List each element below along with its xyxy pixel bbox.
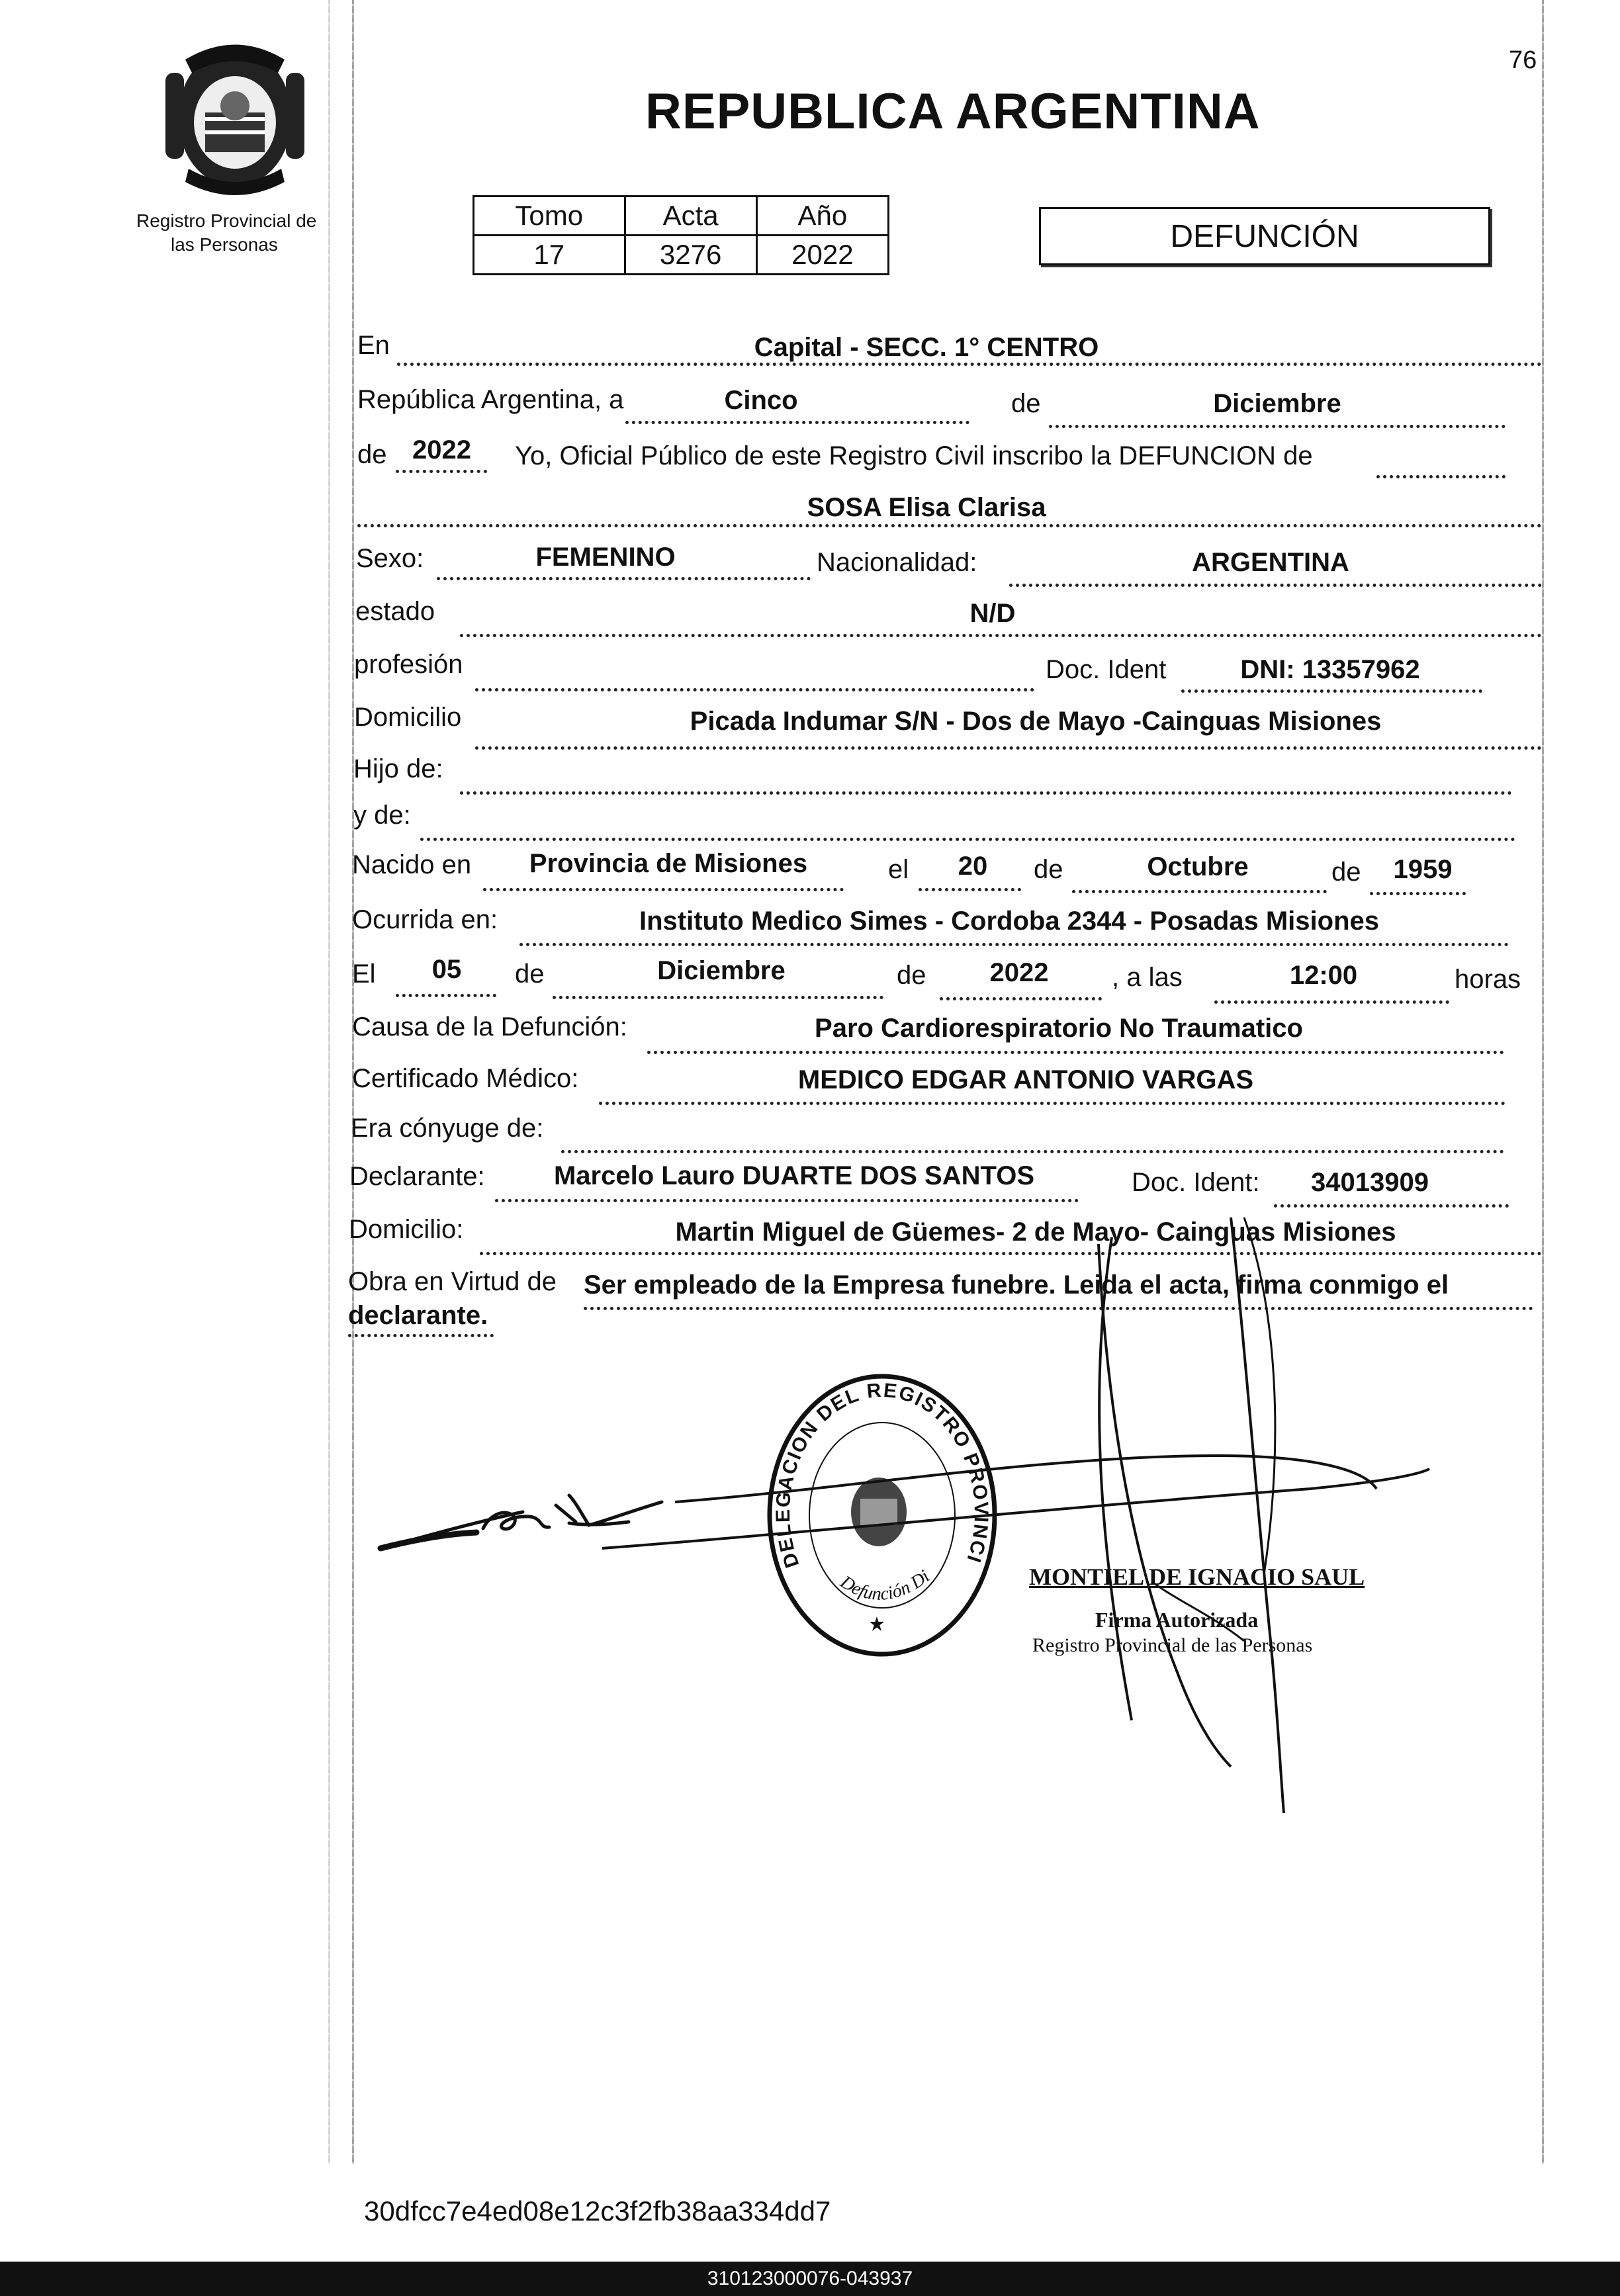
obra-value-continued: declarante. (348, 1301, 488, 1330)
nacido-value: Provincia de Misiones (529, 849, 808, 878)
certificado-label: Certificado Médico: (352, 1064, 579, 1093)
registry-name-line2: las Personas (171, 234, 278, 255)
official-signature (582, 1178, 1509, 1826)
hijo-label: Hijo de: (353, 754, 443, 783)
obra-label: Obra en Virtud de (348, 1267, 557, 1296)
conyuge-line (561, 1150, 1504, 1153)
decl-doc-label: Doc. Ident: (1132, 1168, 1260, 1197)
profesion-label: profesión (354, 650, 463, 679)
birth-de-label-1: de (1034, 855, 1063, 884)
en-line (397, 363, 1542, 366)
acta-value: 3276 (625, 236, 756, 275)
nacionalidad-label: Nacionalidad: (817, 548, 977, 577)
official-stamp-line2: Registro Provincial de las Personas (1032, 1634, 1313, 1656)
declarante-value: Marcelo Lauro DUARTE DOS SANTOS (553, 1161, 1035, 1190)
document-title: REPUBLICA ARGENTINA (645, 83, 1261, 140)
official-name-stamp: MONTIEL DE IGNACIO SAUL (1029, 1564, 1365, 1590)
death-de-label-1: de (515, 959, 545, 989)
el-label: el (888, 855, 909, 884)
sexo-line (437, 577, 811, 580)
decl-doc-value: 34013909 (1311, 1168, 1429, 1197)
document-type-box: DEFUNCIÓN (1039, 207, 1490, 265)
doc-ident-line (1181, 689, 1482, 693)
barcode-footer-bar (0, 2262, 1620, 2296)
republica-label: República Argentina, a (357, 385, 624, 414)
acta-header: Acta (625, 197, 756, 236)
death-day-line (396, 994, 496, 997)
year-prefix-label: de (357, 440, 387, 469)
ocurrida-line (519, 943, 1509, 946)
doc-ident-label: Doc. Ident (1046, 655, 1167, 684)
estado-line (460, 634, 1542, 637)
estado-label: estado (355, 597, 435, 626)
domicilio-label: Domicilio (354, 703, 462, 732)
birth-year-value: 1959 (1393, 855, 1453, 884)
tomo-header: Tomo (474, 197, 625, 236)
provincia-misiones-logo (159, 33, 311, 199)
birth-day-line (919, 888, 1021, 891)
obra-line-2 (348, 1334, 494, 1337)
horas-label: horas (1455, 965, 1521, 994)
tomo-value: 17 (474, 236, 625, 275)
nacido-line (483, 888, 844, 891)
registry-name-line1: Registro Provincial de (136, 210, 317, 231)
estado-value: N/D (969, 599, 1016, 628)
birth-day-value: 20 (958, 852, 988, 881)
year-line (396, 470, 487, 473)
nacido-label: Nacido en (352, 850, 472, 879)
far-left-edge-line (328, 0, 330, 2164)
death-month-value: Diciembre (657, 956, 786, 985)
doc-ident-value: DNI: 13357962 (1240, 655, 1420, 684)
death-year-line (940, 997, 1102, 1000)
profesion-line (475, 688, 1034, 691)
certificado-value: MEDICO EDGAR ANTONIO VARGAS (797, 1065, 1254, 1094)
official-stamp-line1: Firma Autorizada (1095, 1608, 1259, 1632)
certificado-line (599, 1102, 1506, 1105)
alas-label: , a las (1112, 963, 1183, 992)
birth-year-line (1370, 892, 1466, 895)
deceased-name-line (357, 524, 1542, 527)
death-month-line (553, 996, 883, 999)
stamp-inner-text: Defunción Di (836, 1566, 934, 1605)
birth-month-value: Octubre (1147, 852, 1249, 881)
death-day-value: 05 (431, 955, 462, 984)
year-value: 2022 (412, 435, 471, 464)
inscribe-text: Yo, Oficial Público de este Registro Civil inscribo la DEFUNCION de (515, 441, 1313, 470)
declarante-label: Declarante: (349, 1162, 485, 1191)
birth-month-line (1072, 890, 1327, 893)
death-de-label-2: de (897, 961, 926, 990)
hijo-line (460, 791, 1512, 795)
ocurrida-value: Instituto Medico Simes - Cordoba 2344 - Posadas Misiones (639, 906, 1380, 936)
inscribe-line (1376, 475, 1506, 478)
death-time-line (1214, 1000, 1449, 1004)
deceased-name-value: SOSA Elisa Clarisa (807, 493, 1046, 522)
en-label: En (357, 331, 390, 360)
day-word-value: Cinco (724, 386, 798, 415)
death-time-value: 12:00 (1289, 961, 1358, 990)
barcode-text: 310123000076-043937 (707, 2268, 913, 2289)
yde-line (420, 838, 1515, 841)
obra-value: Ser empleado de la Empresa funebre. Leida el acta, firma conmigo el (584, 1270, 1449, 1300)
sexo-label: Sexo: (356, 544, 424, 573)
domicilio-line (475, 746, 1542, 750)
causa-line (647, 1051, 1504, 1054)
page-number: 76 (1509, 46, 1537, 74)
domicilio-value: Picada Indumar S/N - Dos de Mayo -Cainguas Misiones (690, 707, 1382, 736)
document-hash: 30dfcc7e4ed08e12c3f2fb38aa334dd7 (364, 2195, 831, 2227)
nacionalidad-value: ARGENTINA (1192, 548, 1349, 577)
en-value: Capital - SECC. 1° CENTRO (754, 333, 1099, 362)
death-year-value: 2022 (989, 958, 1049, 987)
right-margin-line (1542, 0, 1544, 2164)
nacionalidad-line (1009, 584, 1542, 587)
decl-domicilio-value: Martin Miguel de Güemes- 2 de Mayo- Cainguas Misiones (675, 1217, 1396, 1247)
decl-domicilio-label: Domicilio: (349, 1215, 464, 1244)
causa-value: Paro Cardiorespiratorio No Traumatico (815, 1014, 1303, 1043)
yde-label: y de: (353, 801, 411, 830)
birth-de-label-2: de (1331, 858, 1361, 887)
sexo-value: FEMENINO (535, 543, 676, 572)
ocurrida-label: Ocurrida en: (352, 905, 498, 934)
anio-value: 2022 (756, 236, 888, 275)
stamp-outer-text: DELEGACION DEL REGISTRO PROVINCI (772, 1379, 993, 1571)
day-line (625, 421, 969, 424)
el2-label: El (352, 959, 376, 989)
causa-label: Causa de la Defunción: (352, 1012, 627, 1041)
register-table (472, 195, 889, 275)
anio-header: Año (756, 197, 888, 236)
de-label-1: de (1011, 389, 1041, 418)
month-line (1049, 425, 1506, 428)
month-value: Diciembre (1213, 389, 1341, 418)
conyuge-label: Era cónyuge de: (351, 1114, 544, 1143)
